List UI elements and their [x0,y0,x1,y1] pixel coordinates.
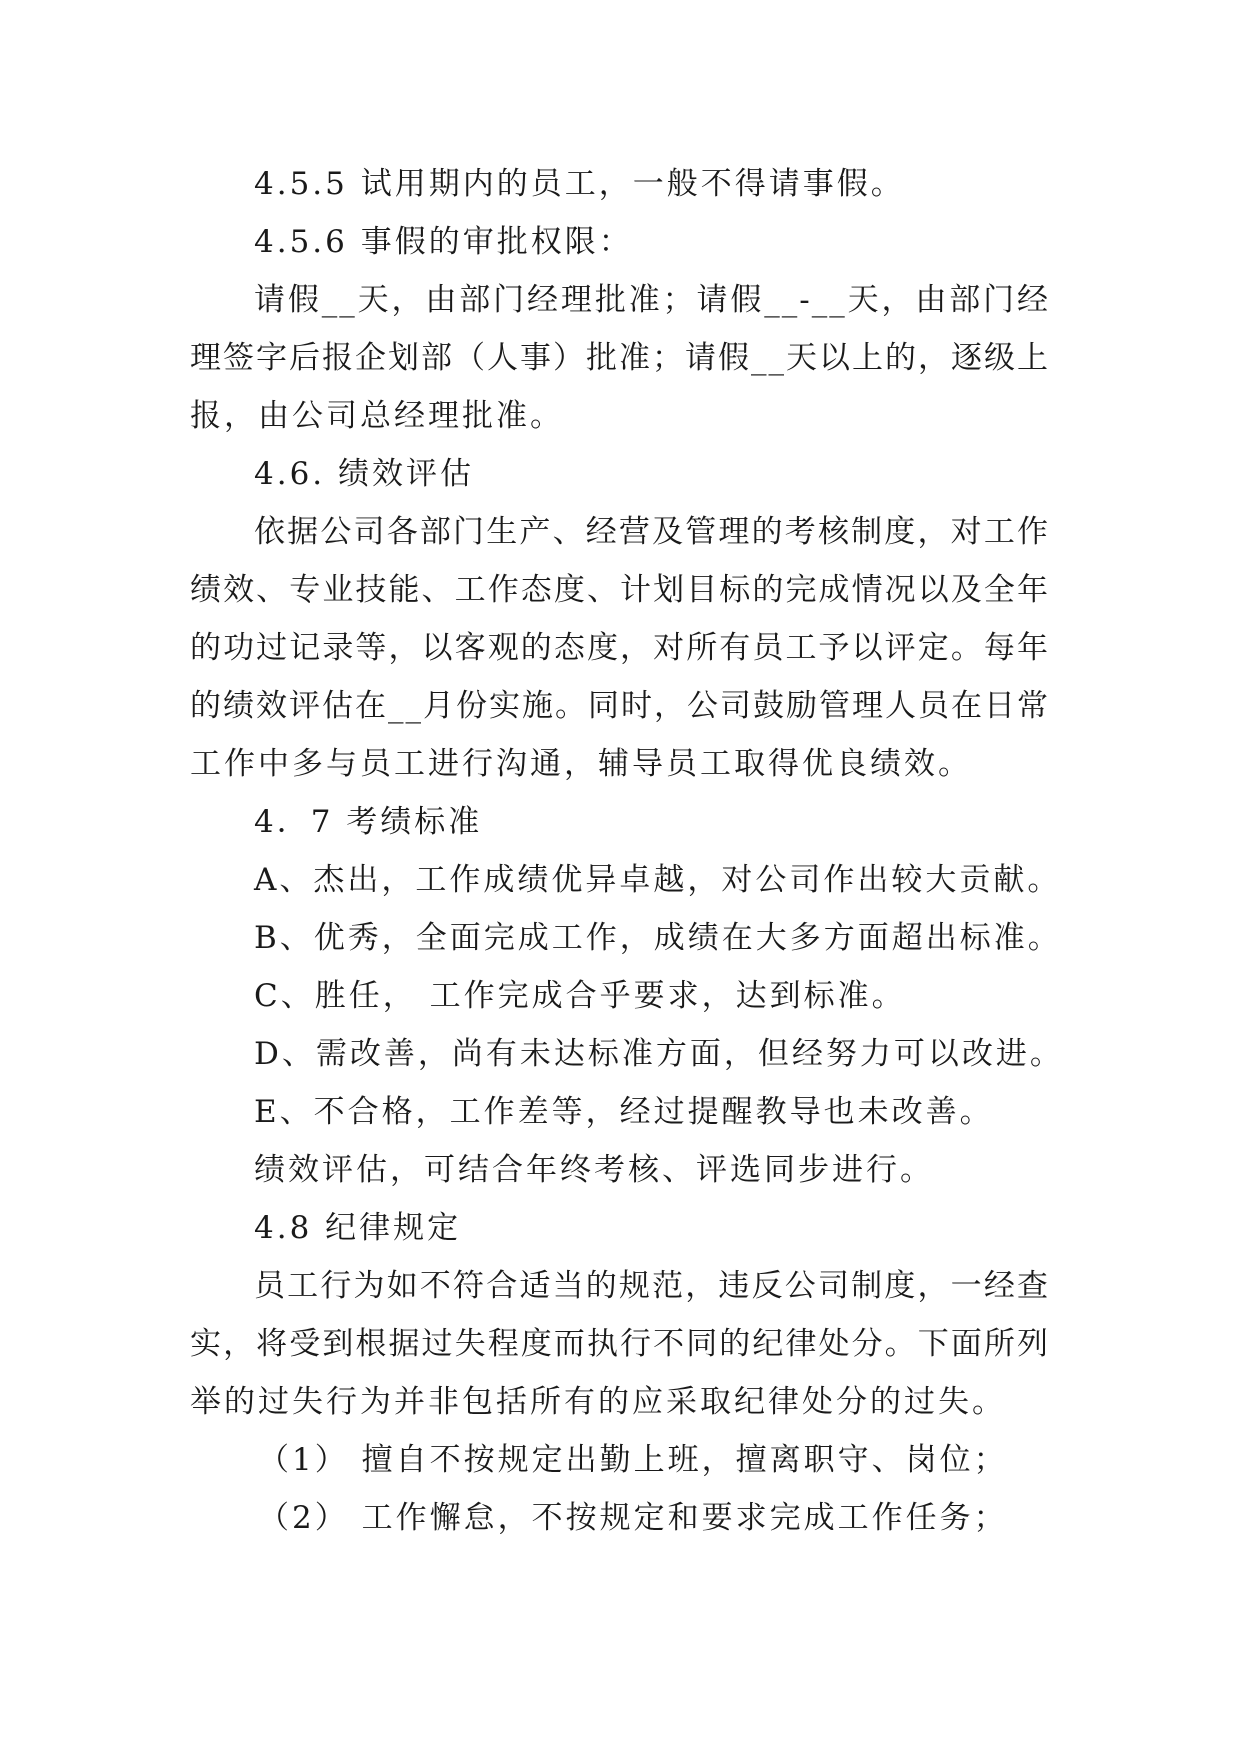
section-4-8-heading: 4.8 纪律规定 [254,1210,462,1246]
paragraph-line: 绩效评估，可结合年终考核、评选同步进行。 [254,1152,934,1188]
paragraph-line: 绩效、专业技能、工作态度、计划目标的完成情况以及全年 [190,572,1050,608]
clause-4-5-6-heading: 4.5.6 事假的审批权限： [254,224,633,260]
grade-b: B、优秀，全面完成工作，成绩在大多方面超出标准。 [254,920,1062,956]
paragraph-line: 理签字后报企划部（人事）批准；请假__天以上的，逐级上 [190,340,1050,376]
paragraph-line: 请假__天，由部门经理批准；请假__-__天，由部门经 [254,282,1050,318]
paragraph-line: 工作中多与员工进行沟通，辅导员工取得优良绩效。 [190,746,972,782]
section-4-6-heading: 4.6. 绩效评估 [254,456,475,492]
section-4-7-heading: 4．7 考绩标准 [254,804,483,840]
grade-a: A、杰出，工作成绩优异卓越，对公司作出较大贡献。 [254,862,1062,898]
paragraph-line: 员工行为如不符合适当的规范，违反公司制度，一经查 [254,1268,1050,1304]
document-body [190,155,1064,1547]
list-item: （2） 工作懈怠，不按规定和要求完成工作任务； [258,1500,1008,1536]
paragraph-line: 的绩效评估在__月份实施。同时，公司鼓励管理人员在日常 [190,688,1050,724]
grade-e: E、不合格，工作差等，经过提醒教导也未改善。 [254,1094,994,1130]
grade-c: C、胜任， 工作完成合乎要求，达到标准。 [254,978,906,1014]
paragraph-line: 的功过记录等，以客观的态度，对所有员工予以评定。每年 [190,630,1050,666]
paragraph-line: 报，由公司总经理批准。 [190,398,564,434]
clause-4-5-5: 4.5.5 试用期内的员工，一般不得请事假。 [254,166,905,202]
paragraph-line: 依据公司各部门生产、经营及管理的考核制度，对工作 [254,514,1050,550]
grade-d: D、需改善，尚有未达标准方面，但经努力可以改进。 [254,1036,1064,1072]
paragraph-line: 实，将受到根据过失程度而执行不同的纪律处分。下面所列 [190,1326,1050,1362]
list-item: （1） 擅自不按规定出勤上班，擅离职守、岗位； [258,1442,1008,1478]
paragraph-line: 举的过失行为并非包括所有的应采取纪律处分的过失。 [190,1384,1006,1420]
